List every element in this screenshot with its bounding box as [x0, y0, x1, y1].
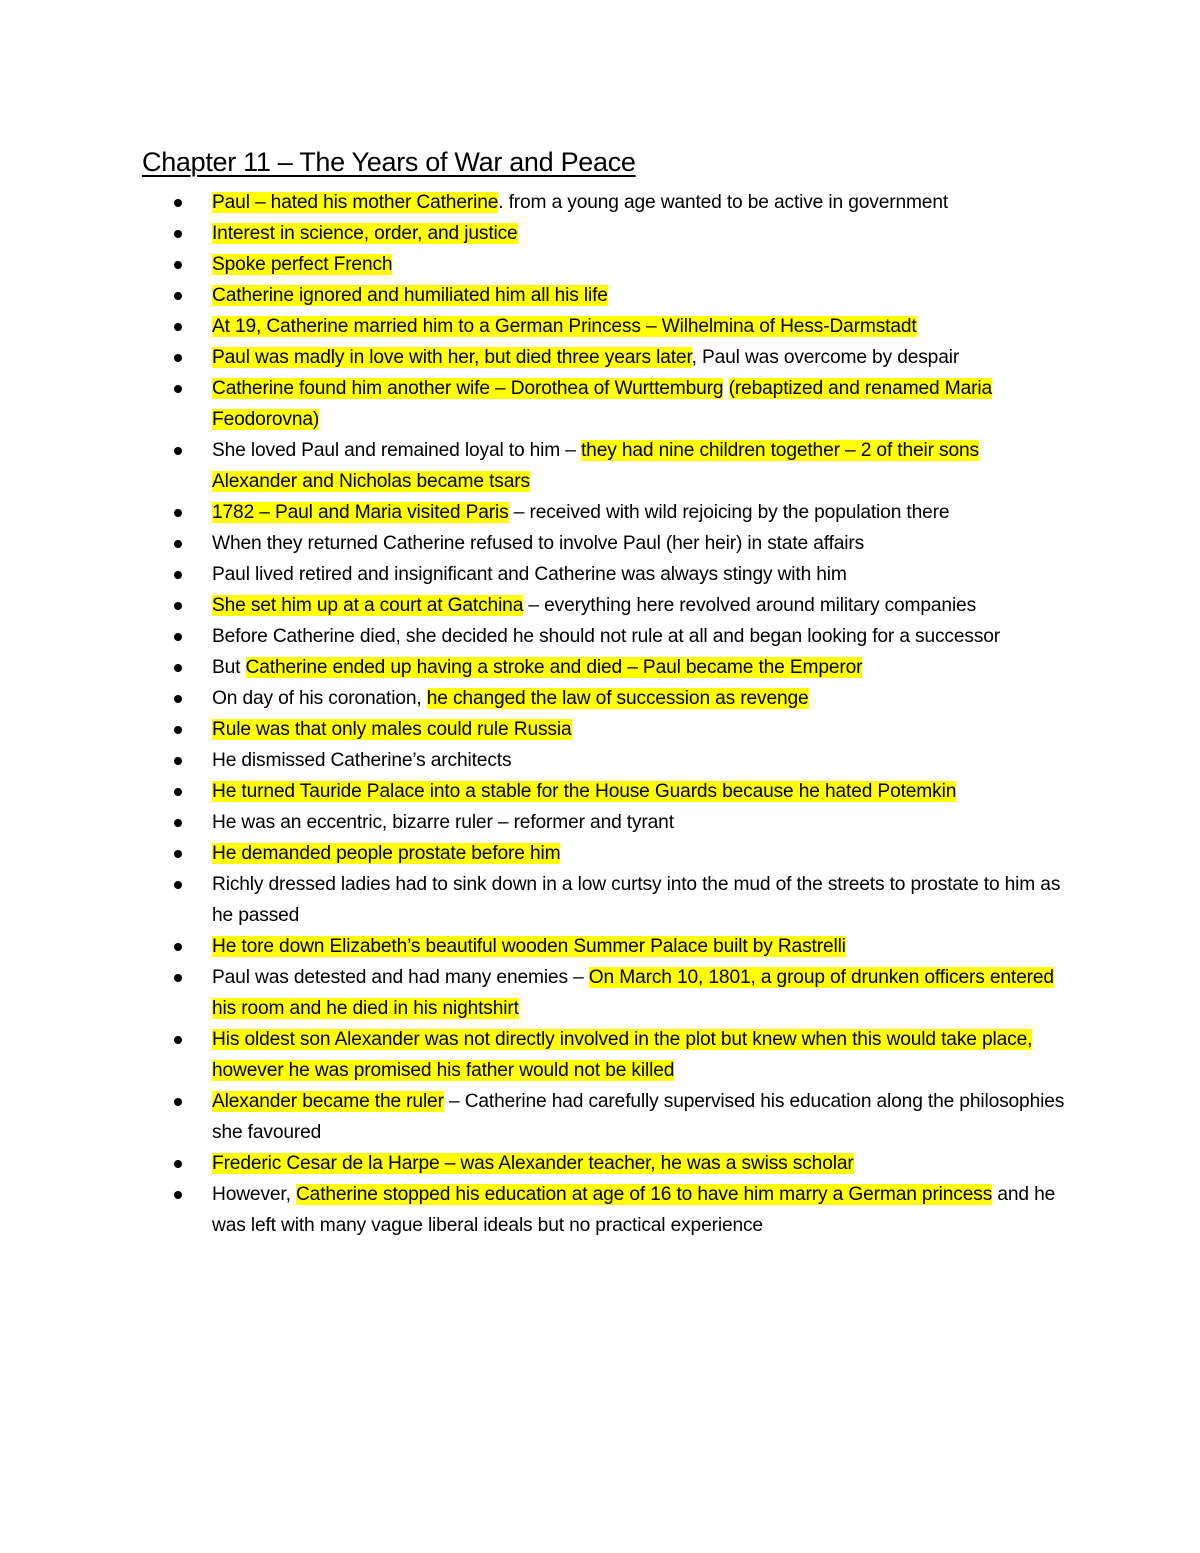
list-item [142, 962, 1067, 1024]
bullet-icon [174, 323, 182, 331]
highlighted-text: At 19, Catherine married him to a German Princess – Wilhelmina of Hess-Darmstadt [212, 316, 917, 337]
highlighted-text: His oldest son Alexander was not directly involved in the plot but knew when this would take place, however he was promised his father would not be killed [212, 1029, 1033, 1081]
highlighted-text: He tore down Elizabeth’s beautiful wooden Summer Palace built by Rastrelli [212, 936, 846, 957]
plain-text: Before Catherine died, she decided he should not rule at all and began looking for a successor [212, 626, 1001, 647]
plain-text: – everything here revolved around military companies [523, 595, 977, 616]
highlighted-text: they had nine children together – 2 of their sons Alexander and Nicholas became tsars [212, 440, 979, 492]
plain-text: – Catherine had carefully supervised his education along the philosophies she favoured [212, 1091, 1065, 1143]
bullet-icon [174, 788, 182, 796]
bullet-icon [174, 230, 182, 238]
document-page [142, 143, 1067, 1241]
highlighted-text: Paul – hated his mother Catherine [212, 192, 499, 213]
list-item [142, 187, 1067, 218]
plain-text: But [212, 657, 246, 678]
plain-text: On day of his coronation, [212, 688, 427, 709]
list-item [142, 838, 1067, 869]
bullet-icon [174, 943, 182, 951]
list-item [142, 373, 1067, 435]
list-item [142, 559, 1067, 590]
bullet-icon [174, 1098, 182, 1106]
bullet-icon [174, 1160, 182, 1168]
plain-text: , Paul was overcome by despair [691, 347, 960, 368]
highlighted-text: Catherine ignored and humiliated him all his life [212, 285, 608, 306]
highlighted-text: Catherine found him another wife – Dorothea of Wurttemburg [212, 378, 724, 399]
bullet-icon [174, 664, 182, 672]
bullet-icon [174, 509, 182, 517]
bullet-icon [174, 261, 182, 269]
list-item [142, 435, 1067, 497]
plain-text: Richly dressed ladies had to sink down in a low curtsy into the mud of the streets to prostate to him as he passed [212, 874, 1061, 926]
bullet-icon [174, 1191, 182, 1199]
plain-text: He dismissed Catherine’s architects [212, 750, 512, 771]
bullet-icon [174, 819, 182, 827]
bullet-icon [174, 974, 182, 982]
bullet-list [142, 187, 1067, 1241]
list-item [142, 714, 1067, 745]
list-item [142, 311, 1067, 342]
plain-text: . from a young age wanted to be active in government [498, 192, 949, 213]
list-item [142, 652, 1067, 683]
list-item [142, 683, 1067, 714]
bullet-icon [174, 602, 182, 610]
bullet-icon [174, 447, 182, 455]
list-item [142, 528, 1067, 559]
plain-text: When they returned Catherine refused to involve Paul (her heir) in state affairs [212, 533, 865, 554]
bullet-icon [174, 354, 182, 362]
highlighted-text: She set him up at a court at Gatchina [212, 595, 524, 616]
list-item [142, 776, 1067, 807]
bullet-icon [174, 695, 182, 703]
list-item [142, 807, 1067, 838]
plain-text: However, [212, 1184, 296, 1205]
list-item [142, 1148, 1067, 1179]
list-item [142, 745, 1067, 776]
plain-text: She loved Paul and remained loyal to him – [212, 440, 581, 461]
list-item [142, 1086, 1067, 1148]
highlighted-text: he changed the law of succession as revenge [426, 688, 809, 709]
list-item [142, 280, 1067, 311]
list-item [142, 218, 1067, 249]
plain-text: Paul was detested and had many enemies – [212, 967, 589, 988]
highlighted-text: On March 10, 1801, a group of drunken officers entered his room and he died in his nightshirt [212, 967, 1054, 1019]
bullet-icon [174, 726, 182, 734]
list-item [142, 621, 1067, 652]
bullet-icon [174, 1036, 182, 1044]
highlighted-text: (rebaptized and renamed Maria Feodorovna) [212, 378, 992, 430]
bullet-icon [174, 571, 182, 579]
bullet-icon [174, 199, 182, 207]
bullet-icon [174, 292, 182, 300]
highlighted-text: He turned Tauride Palace into a stable for the House Guards because he hated Potemkin [212, 781, 957, 802]
plain-text: He was an eccentric, bizarre ruler – reformer and tyrant [212, 812, 674, 833]
highlighted-text: Alexander became the ruler [212, 1091, 444, 1112]
plain-text [723, 378, 728, 399]
highlighted-text: 1782 – Paul and Maria visited Paris [212, 502, 509, 523]
bullet-icon [174, 540, 182, 548]
list-item [142, 249, 1067, 280]
list-item [142, 869, 1067, 931]
highlighted-text: Spoke perfect French [212, 254, 393, 275]
list-item [142, 931, 1067, 962]
list-item [142, 1024, 1067, 1086]
bullet-icon [174, 757, 182, 765]
highlighted-text: Frederic Cesar de la Harpe – was Alexander teacher, he was a swiss scholar [212, 1153, 854, 1174]
bullet-icon [174, 850, 182, 858]
list-item [142, 590, 1067, 621]
chapter-title: Chapter 11 – The Years of War and Peace [142, 147, 636, 177]
list-item [142, 342, 1067, 373]
highlighted-text: Rule was that only males could rule Russia [212, 719, 572, 740]
list-item [142, 497, 1067, 528]
plain-text: Paul lived retired and insignificant and Catherine was always stingy with him [212, 564, 847, 585]
plain-text: – received with wild rejoicing by the population there [508, 502, 950, 523]
plain-text: and he was left with many vague liberal ideals but no practical experience [212, 1184, 1056, 1236]
highlighted-text: Interest in science, order, and justice [212, 223, 518, 244]
list-item [142, 1179, 1067, 1241]
bullet-icon [174, 385, 182, 393]
bullet-icon [174, 881, 182, 889]
highlighted-text: Catherine stopped his education at age of 16 to have him marry a German princess [295, 1184, 993, 1205]
highlighted-text: He demanded people prostate before him [212, 843, 561, 864]
highlighted-text: Catherine ended up having a stroke and died – Paul became the Emperor [245, 657, 863, 678]
highlighted-text: Paul was madly in love with her, but died three years later [212, 347, 692, 368]
bullet-icon [174, 633, 182, 641]
